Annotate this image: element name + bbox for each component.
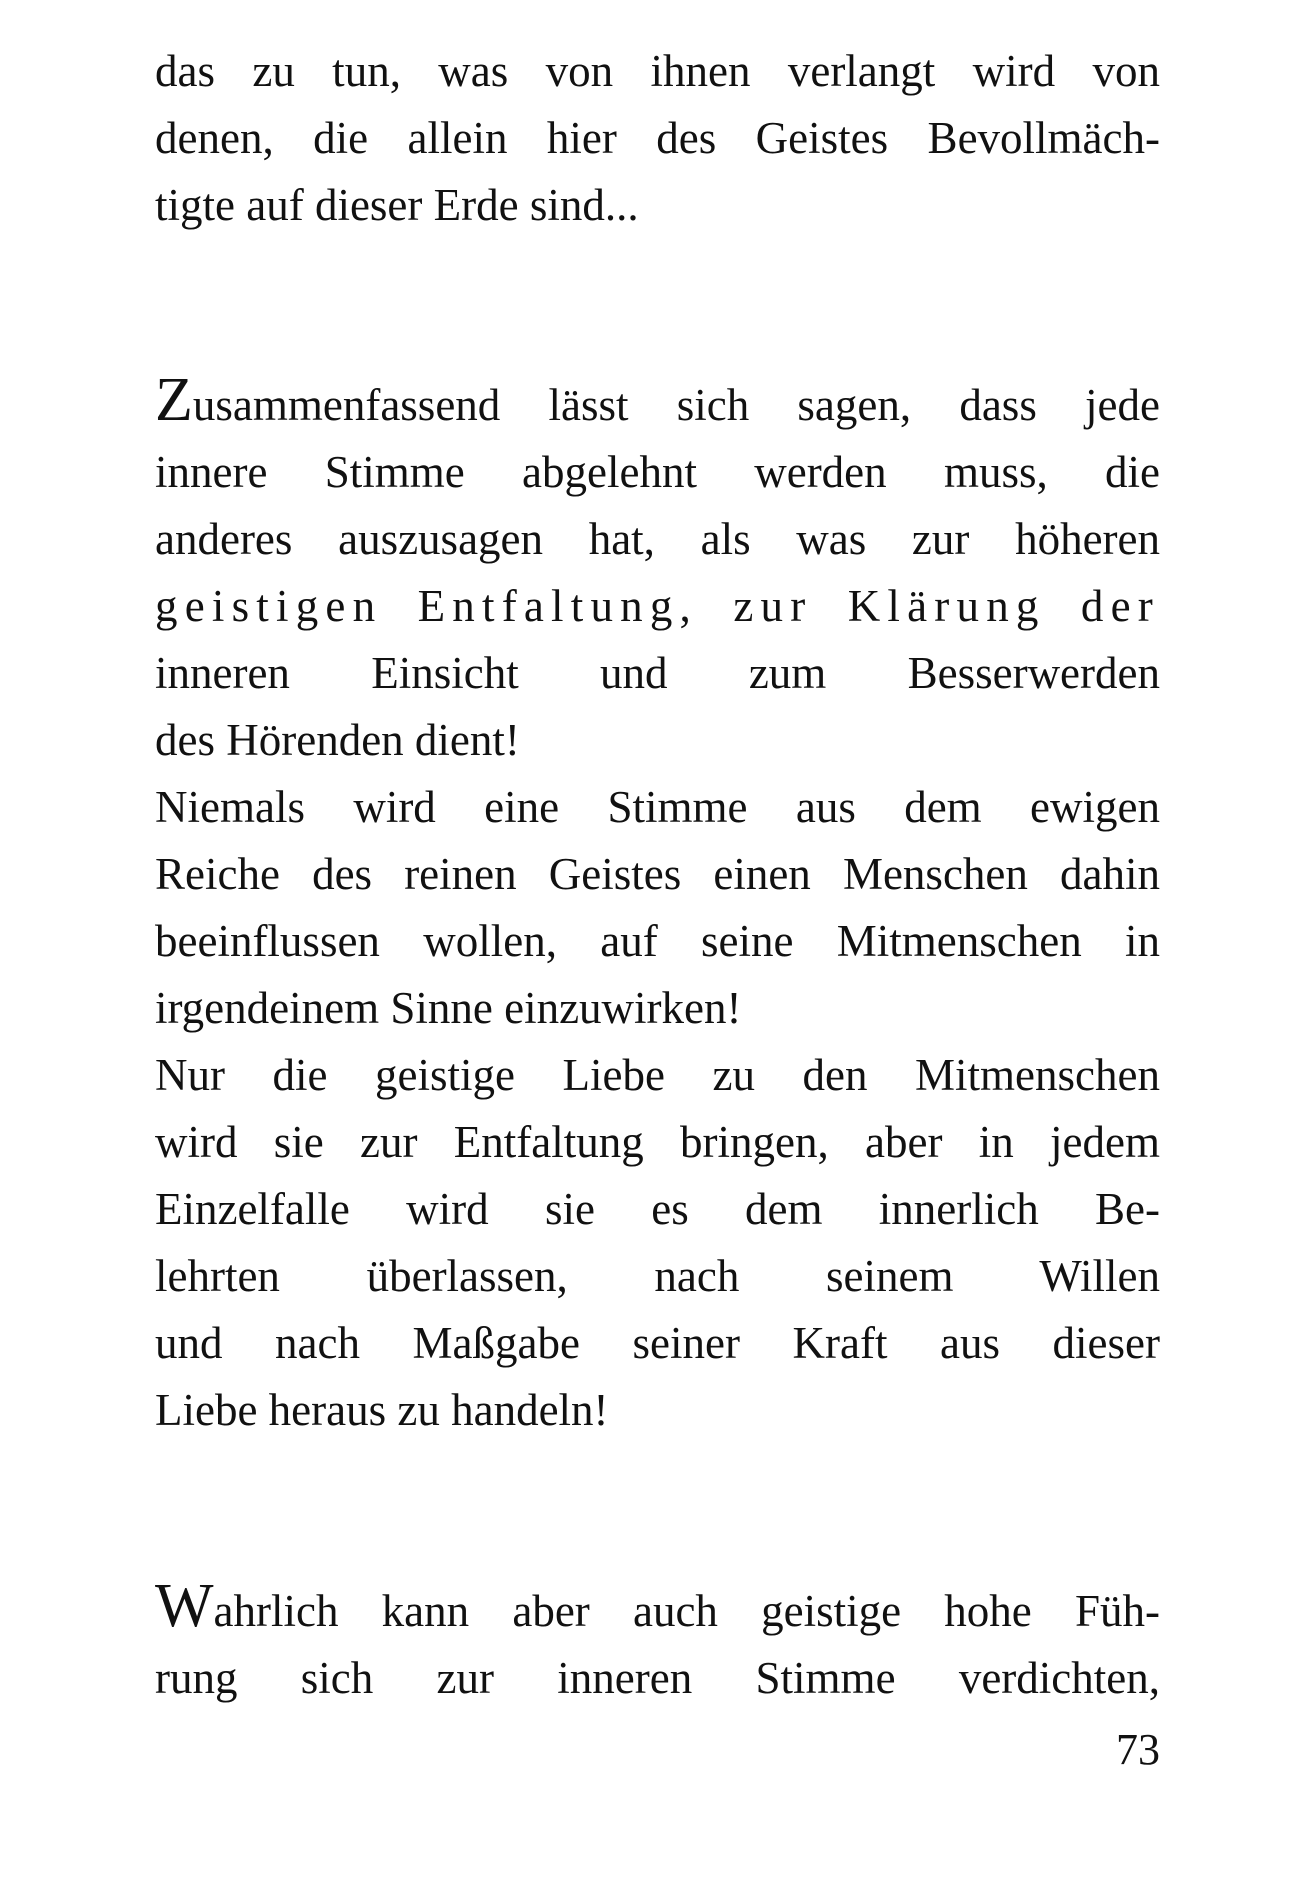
text-line: irgendeinem Sinne einzuwirken! [155, 983, 742, 1033]
text-line [155, 366, 1160, 439]
text-line: und nach Maßgabe seiner Kraft aus dieser [155, 1318, 1160, 1368]
text-line: inneren Einsicht und zum Besserwerden [155, 648, 1160, 698]
text-line: des Hörenden dient! [155, 715, 520, 765]
text-line: geistigen Entfaltung, zur Klärung der [155, 581, 1160, 631]
paragraph-3 [155, 1572, 1160, 1712]
text-line: beeinflussen wollen, auf seine Mitmenschen in [155, 916, 1160, 966]
text-line: wird sie zur Entfaltung bringen, aber in jedem [155, 1117, 1160, 1167]
text-line: innere Stimme abgelehnt werden muss, die [155, 447, 1160, 497]
page-number: 73 [1116, 1725, 1160, 1774]
text-line-content: ahrlich kann aber auch geistige hohe Füh- [213, 1586, 1160, 1636]
text-line-content: usammenfassend lässt sich sagen, dass jede [192, 380, 1160, 430]
text-line: Liebe heraus zu handeln! [155, 1385, 609, 1435]
text-line: lehrten überlassen, nach seinem Willen [155, 1251, 1160, 1301]
text-line: denen, die allein hier des Geistes Bevollmäch- [155, 113, 1160, 163]
drop-initial: Z [155, 366, 193, 434]
drop-initial: W [155, 1572, 214, 1640]
text-line [155, 1572, 1160, 1645]
paragraph-1 [155, 38, 1160, 239]
text-line: Einzelfalle wird sie es dem innerlich Be- [155, 1184, 1160, 1234]
text-line: rung sich zur inneren Stimme verdichten, [155, 1653, 1160, 1703]
text-line: anderes auszusagen hat, als was zur höheren [155, 514, 1160, 564]
text-line: Nur die geistige Liebe zu den Mitmenschen [155, 1050, 1160, 1100]
text-line: das zu tun, was von ihnen verlangt wird von [155, 46, 1160, 96]
text-line: tigte auf dieser Erde sind... [155, 180, 639, 230]
paragraph-2 [155, 366, 1160, 1444]
text-line: Niemals wird eine Stimme aus dem ewigen [155, 782, 1160, 832]
text-line: Reiche des reinen Geistes einen Menschen dahin [155, 849, 1160, 899]
